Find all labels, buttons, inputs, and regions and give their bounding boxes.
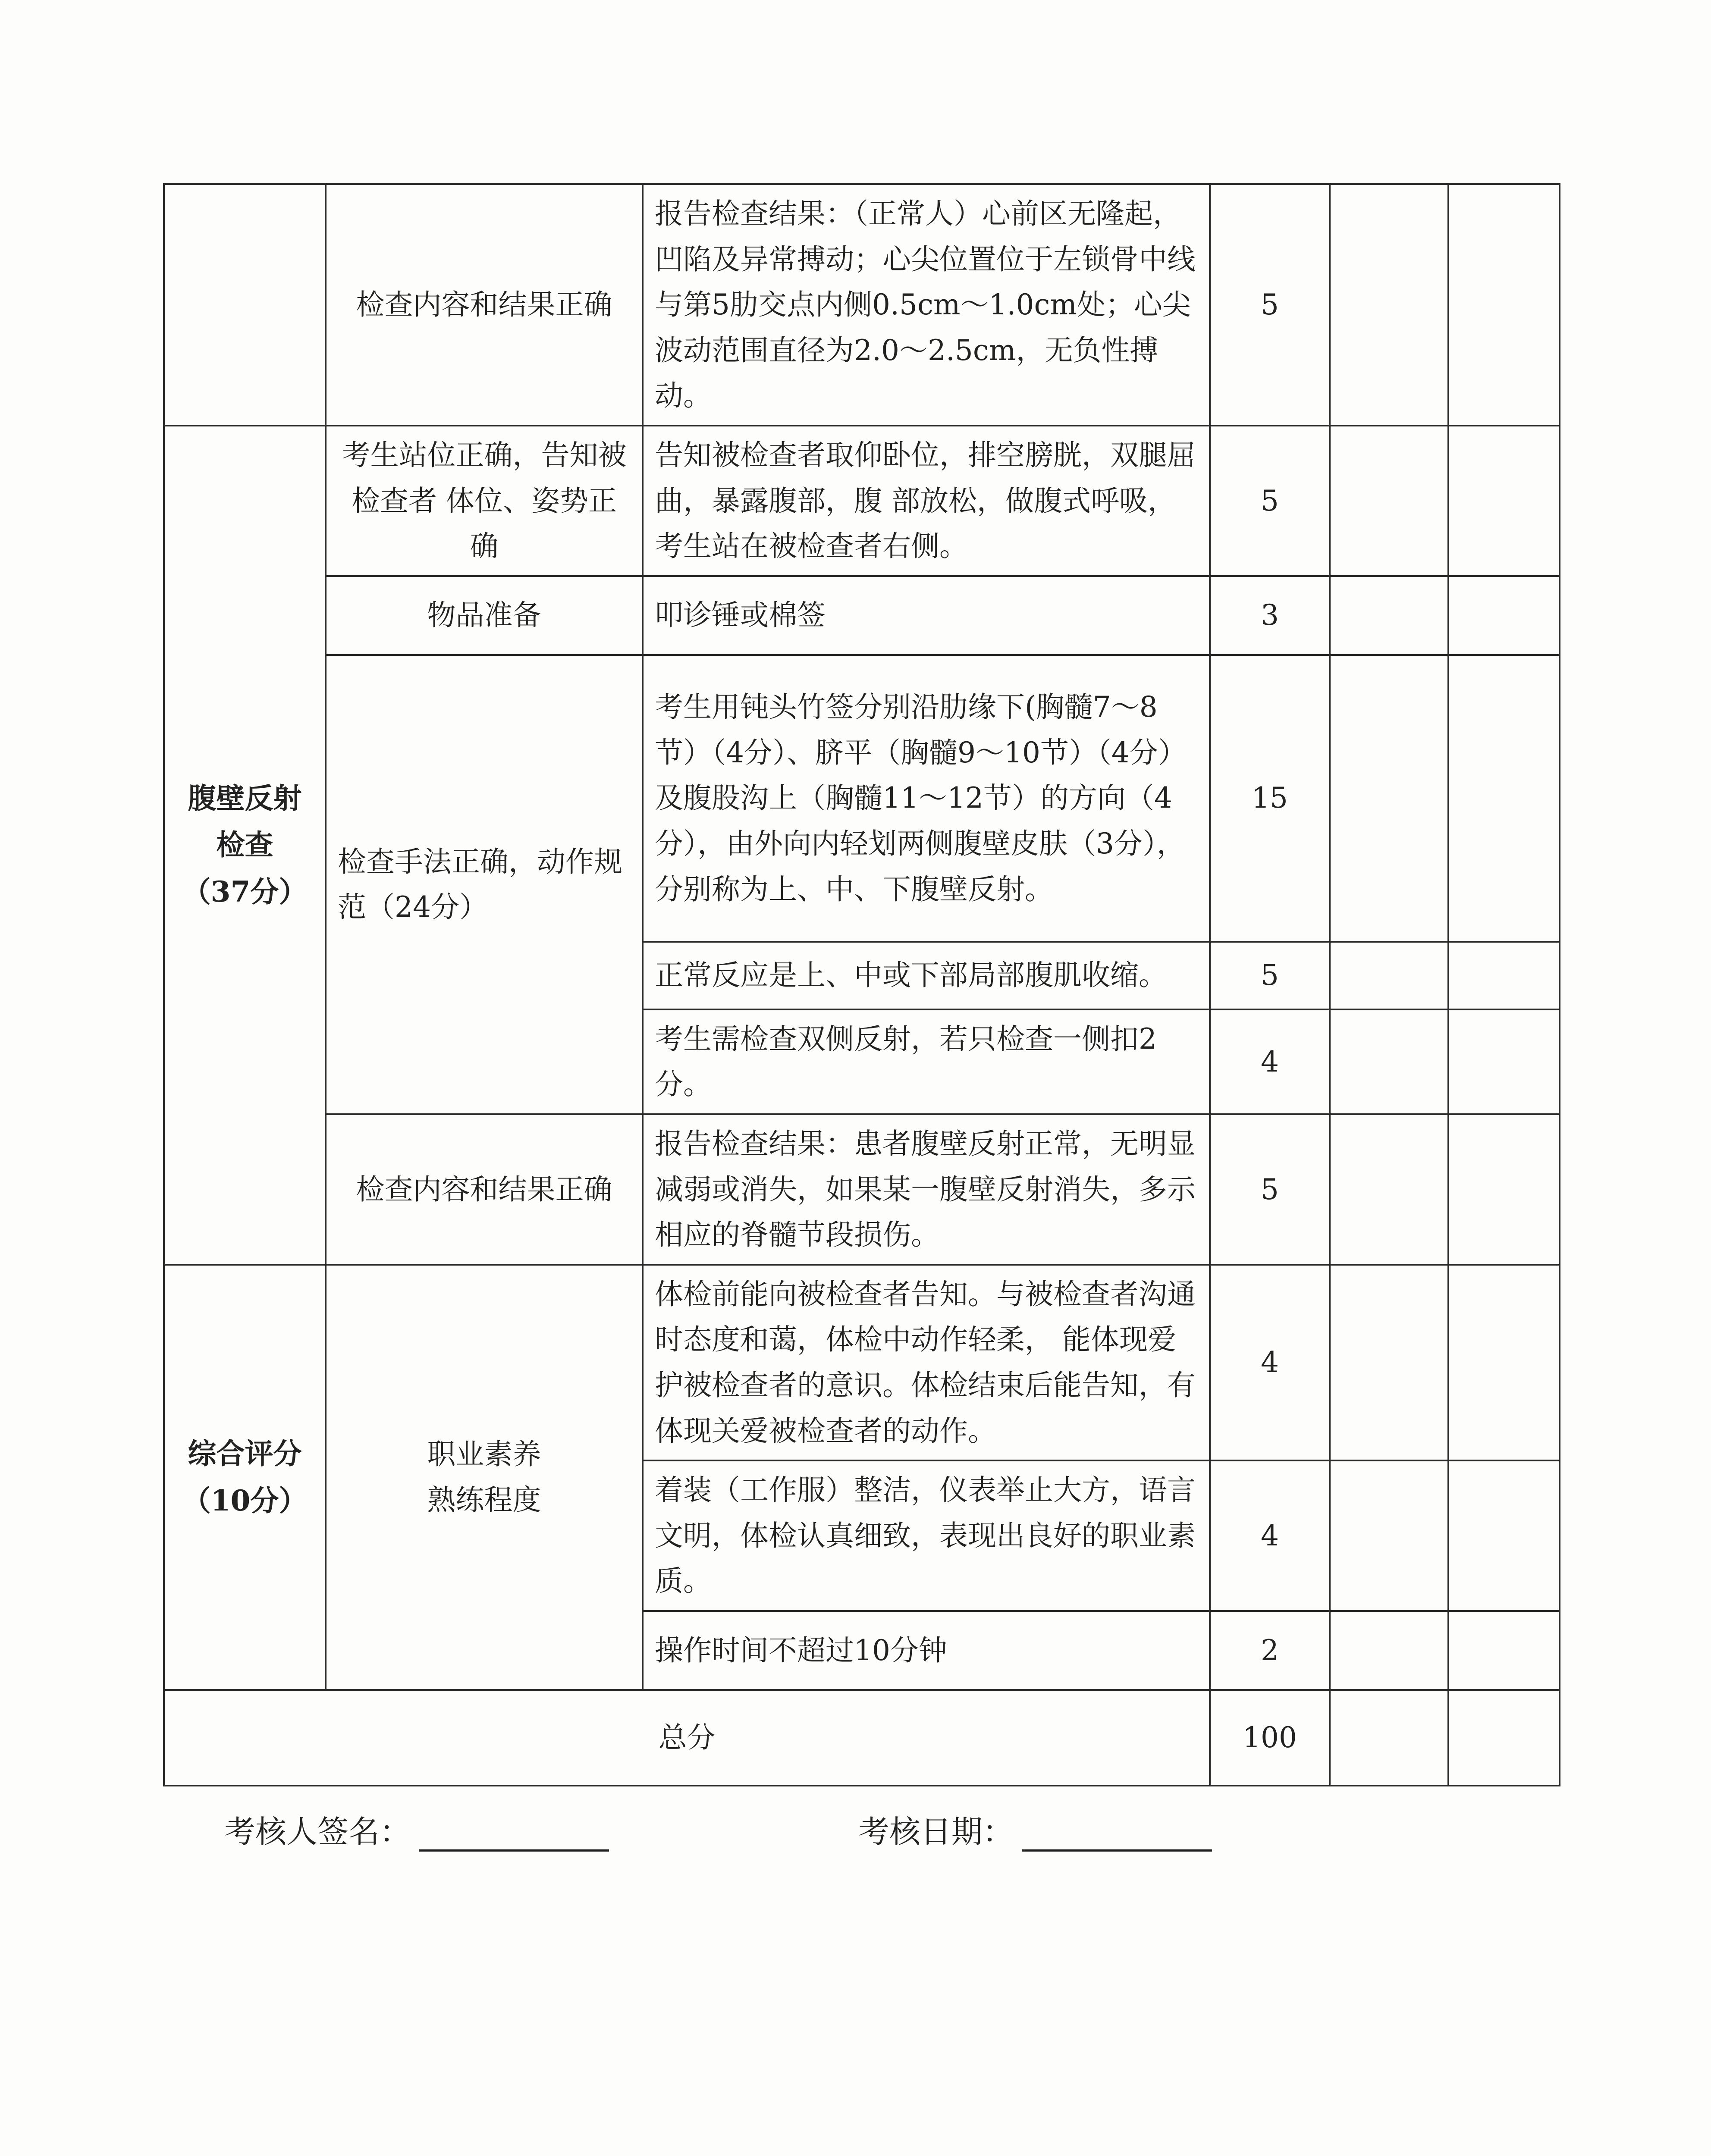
score-cell: 3 [1210,576,1330,655]
section-cell-abdominal-reflex [164,426,326,1265]
blank-cell [1330,1265,1448,1460]
blank-cell [1330,942,1448,1009]
score-cell: 4 [1210,1460,1330,1611]
item-label: 职业素养 [427,1438,541,1471]
score-cell: 5 [1210,942,1330,1009]
score-cell: 5 [1210,1114,1330,1265]
blank-cell [1448,576,1560,655]
table-row [164,1114,1560,1265]
content-cell: 报告检查结果：（正常人）心前区无隆起，凹陷及异常搏动；心尖位置位于左锁骨中线与第5肋交点内侧0.5cm～1.0cm处；心尖波动范围直径为2.0～2.5cm，无负性搏动。 [643,184,1210,426]
section-title: 腹壁反射 [188,781,302,815]
section-points: （37分） [182,875,308,909]
blank-cell [1448,1460,1560,1611]
blank-cell [1448,1690,1560,1786]
score-cell: 15 [1210,655,1330,942]
item-cell: 检查内容和结果正确 [326,184,643,426]
content-cell: 考生用钝头竹签分别沿肋缘下(胸髓7～8节）（4分）、脐平（胸髓9～10节）（4分）及腹股沟上（胸髓11～12节）的方向（4分），由外向内轻划两侧腹壁皮肤（3分），分别称为上、中、下腹壁反射。 [643,655,1210,942]
assessment-date [858,1807,1212,1852]
content-cell: 体检前能向被检查者告知。与被检查者沟通时态度和蔼，体检中动作轻柔， 能体现爱护被检查者的意识。体检结束后能告知，有体现关爱被检查者的动作。 [643,1265,1210,1460]
table-row [164,426,1560,576]
blank-cell [1448,184,1560,426]
blank-cell [1448,1114,1560,1265]
scoring-table [163,183,1560,1786]
blank-cell [1330,184,1448,426]
blank-cell [1448,1009,1560,1114]
assessor-signature [224,1807,609,1852]
item-label: 熟练程度 [427,1483,541,1517]
table-row [164,184,1560,426]
score-cell: 5 [1210,426,1330,576]
content-cell: 叩诊锤或棉签 [643,576,1210,655]
item-cell [326,1265,643,1690]
table-row [164,655,1560,942]
assessment-date-line [1022,1819,1212,1852]
item-cell: 检查内容和结果正确 [326,1114,643,1265]
item-cell: 物品准备 [326,576,643,655]
section-title: 检查 [216,828,273,862]
section-cell-overall [164,1265,326,1690]
blank-cell [1448,1611,1560,1690]
blank-cell [1330,655,1448,942]
content-cell: 操作时间不超过10分钟 [643,1611,1210,1690]
blank-cell [1448,942,1560,1009]
assessor-signature-line [419,1819,609,1852]
content-cell: 告知被检查者取仰卧位，排空膀胱，双腿屈曲，暴露腹部，腹 部放松，做腹式呼吸，考生站在被检查者右侧。 [643,426,1210,576]
blank-cell [1448,1265,1560,1460]
score-cell: 2 [1210,1611,1330,1690]
blank-cell [1448,655,1560,942]
item-cell: 考生站位正确，告知被检查者 体位、姿势正确 [326,426,643,576]
blank-cell [1330,1690,1448,1786]
blank-cell [1330,426,1448,576]
table-row [164,1265,1560,1460]
blank-cell [1330,1114,1448,1265]
table-row [164,576,1560,655]
section-cell-continued [164,184,326,426]
content-cell: 考生需检查双侧反射，若只检查一侧扣2分。 [643,1009,1210,1114]
score-cell: 4 [1210,1009,1330,1114]
total-score: 100 [1210,1690,1330,1786]
content-cell: 报告检查结果：患者腹壁反射正常，无明显减弱或消失，如果某一腹壁反射消失，多示相应的脊髓节段损伤。 [643,1114,1210,1265]
blank-cell [1330,1460,1448,1611]
score-cell: 5 [1210,184,1330,426]
assessment-date-label: 考核日期： [858,1814,1014,1850]
assessor-signature-label: 考核人签名： [224,1814,411,1850]
section-title: 综合评分 [188,1436,302,1470]
item-cell: 检查手法正确，动作规范（24分） [326,655,643,1114]
total-row [164,1690,1560,1786]
score-cell: 4 [1210,1265,1330,1460]
blank-cell [1330,1611,1448,1690]
section-points: （10分） [182,1483,308,1517]
content-cell: 正常反应是上、中或下部局部腹肌收缩。 [643,942,1210,1009]
blank-cell [1330,576,1448,655]
content-cell: 着装（工作服）整洁，仪表举止大方，语言文明，体检认真细致，表现出良好的职业素质。 [643,1460,1210,1611]
blank-cell [1330,1009,1448,1114]
blank-cell [1448,426,1560,576]
total-label: 总分 [164,1690,1210,1786]
